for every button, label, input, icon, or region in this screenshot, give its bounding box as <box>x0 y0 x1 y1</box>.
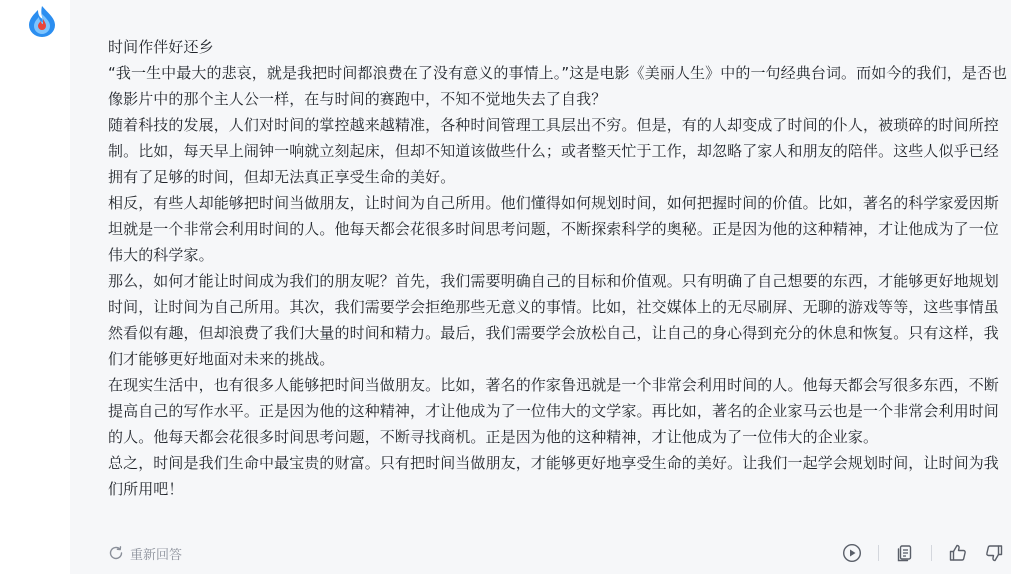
divider <box>931 545 932 561</box>
read-aloud-button[interactable] <box>838 540 866 566</box>
copy-button[interactable] <box>891 540 919 566</box>
answer-paragraph: 在现实生活中，也有很多人能够把时间当做朋友。比如，著名的作家鲁迅就是一个非常会利用时间的人。他每天都会写很多东西，不断提高自己的写作水平。正是因为他的这种精神，才让他成为了一位伟大的文学家。再比如，著名的企业家马云也是一个非常会利用时间的人。他每天都会花很多时间思考问题，不断寻找商机。正是因为他的这种精神，才让他成为了一位伟大的企业家。 <box>108 376 999 446</box>
answer-paragraph: “我一生中最大的悲哀，就是我把时间都浪费在了没有意义的事情上。”这是电影《美丽人生》中的一句经典台词。而如今的我们，是否也像影片中的那个主人公一样，在与时间的赛跑中，不知不觉地失去了自我？ <box>108 64 1008 108</box>
answer-paragraph: 相反，有些人却能够把时间当做朋友，让时间为自己所用。他们懂得如何规划时间，如何把握时间的价值。比如，著名的科学家爱因斯坦就是一个非常会利用时间的人。他每天都会花很多时间思考问题，不断探索科学的奥秘。正是因为他的这种精神，才让他成为了一位伟大的科学家。 <box>108 194 999 264</box>
answer-paragraph: 那么，如何才能让时间成为我们的朋友呢？首先，我们需要明确自己的目标和价值观。只有明确了自己想要的东西，才能够更好地规划时间，让时间为自己所用。其次，我们需要学会拒绝那些无意义的事情。比如，社交媒体上的无尽刷屏、无聊的游戏等等，这些事情虽然看似有趣，但却浪费了我们大量的时间和精力。最后，我们需要学会放松自己，让自己的身心得到充分的休息和恢复。只有这样，我们才能够更好地面对未来的挑战。 <box>108 272 999 368</box>
avatar-rail <box>0 0 70 574</box>
answer-content <box>108 34 1008 502</box>
assistant-avatar <box>28 5 56 37</box>
copy-icon <box>895 543 915 563</box>
answer-paragraph: 总之，时间是我们生命中最宝贵的财富。只有把时间当做朋友，才能够更好地享受生命的美好。让我们一起学会规划时间，让时间为我们所用吧！ <box>108 454 999 498</box>
dislike-button[interactable] <box>980 540 1008 566</box>
flame-logo-icon <box>28 5 56 37</box>
answer-bubble <box>70 0 1011 574</box>
thumbs-down-icon <box>984 543 1004 563</box>
answer-paragraph: 随着科技的发展，人们对时间的掌控越来越精准，各种时间管理工具层出不穷。但是，有的人却变成了时间的仆人，被琐碎的时间所控制。比如，每天早上闹钟一响就立刻起床，但却不知道该做些什么；或者整天忙于工作，却忽略了家人和朋友的陪伴。这些人似乎已经拥有了足够的时间，但却无法真正享受生命的美好。 <box>108 116 999 186</box>
like-button[interactable] <box>944 540 972 566</box>
answer-title: 时间作伴好还乡 <box>108 38 214 56</box>
answer-actions <box>838 540 1008 566</box>
divider <box>878 545 879 561</box>
answer-footer <box>108 540 1008 566</box>
regenerate-label: 重新回答 <box>130 547 183 563</box>
thumbs-up-icon <box>948 543 968 563</box>
regenerate-button[interactable] <box>108 542 182 564</box>
refresh-icon <box>108 545 124 561</box>
play-icon <box>842 543 862 563</box>
